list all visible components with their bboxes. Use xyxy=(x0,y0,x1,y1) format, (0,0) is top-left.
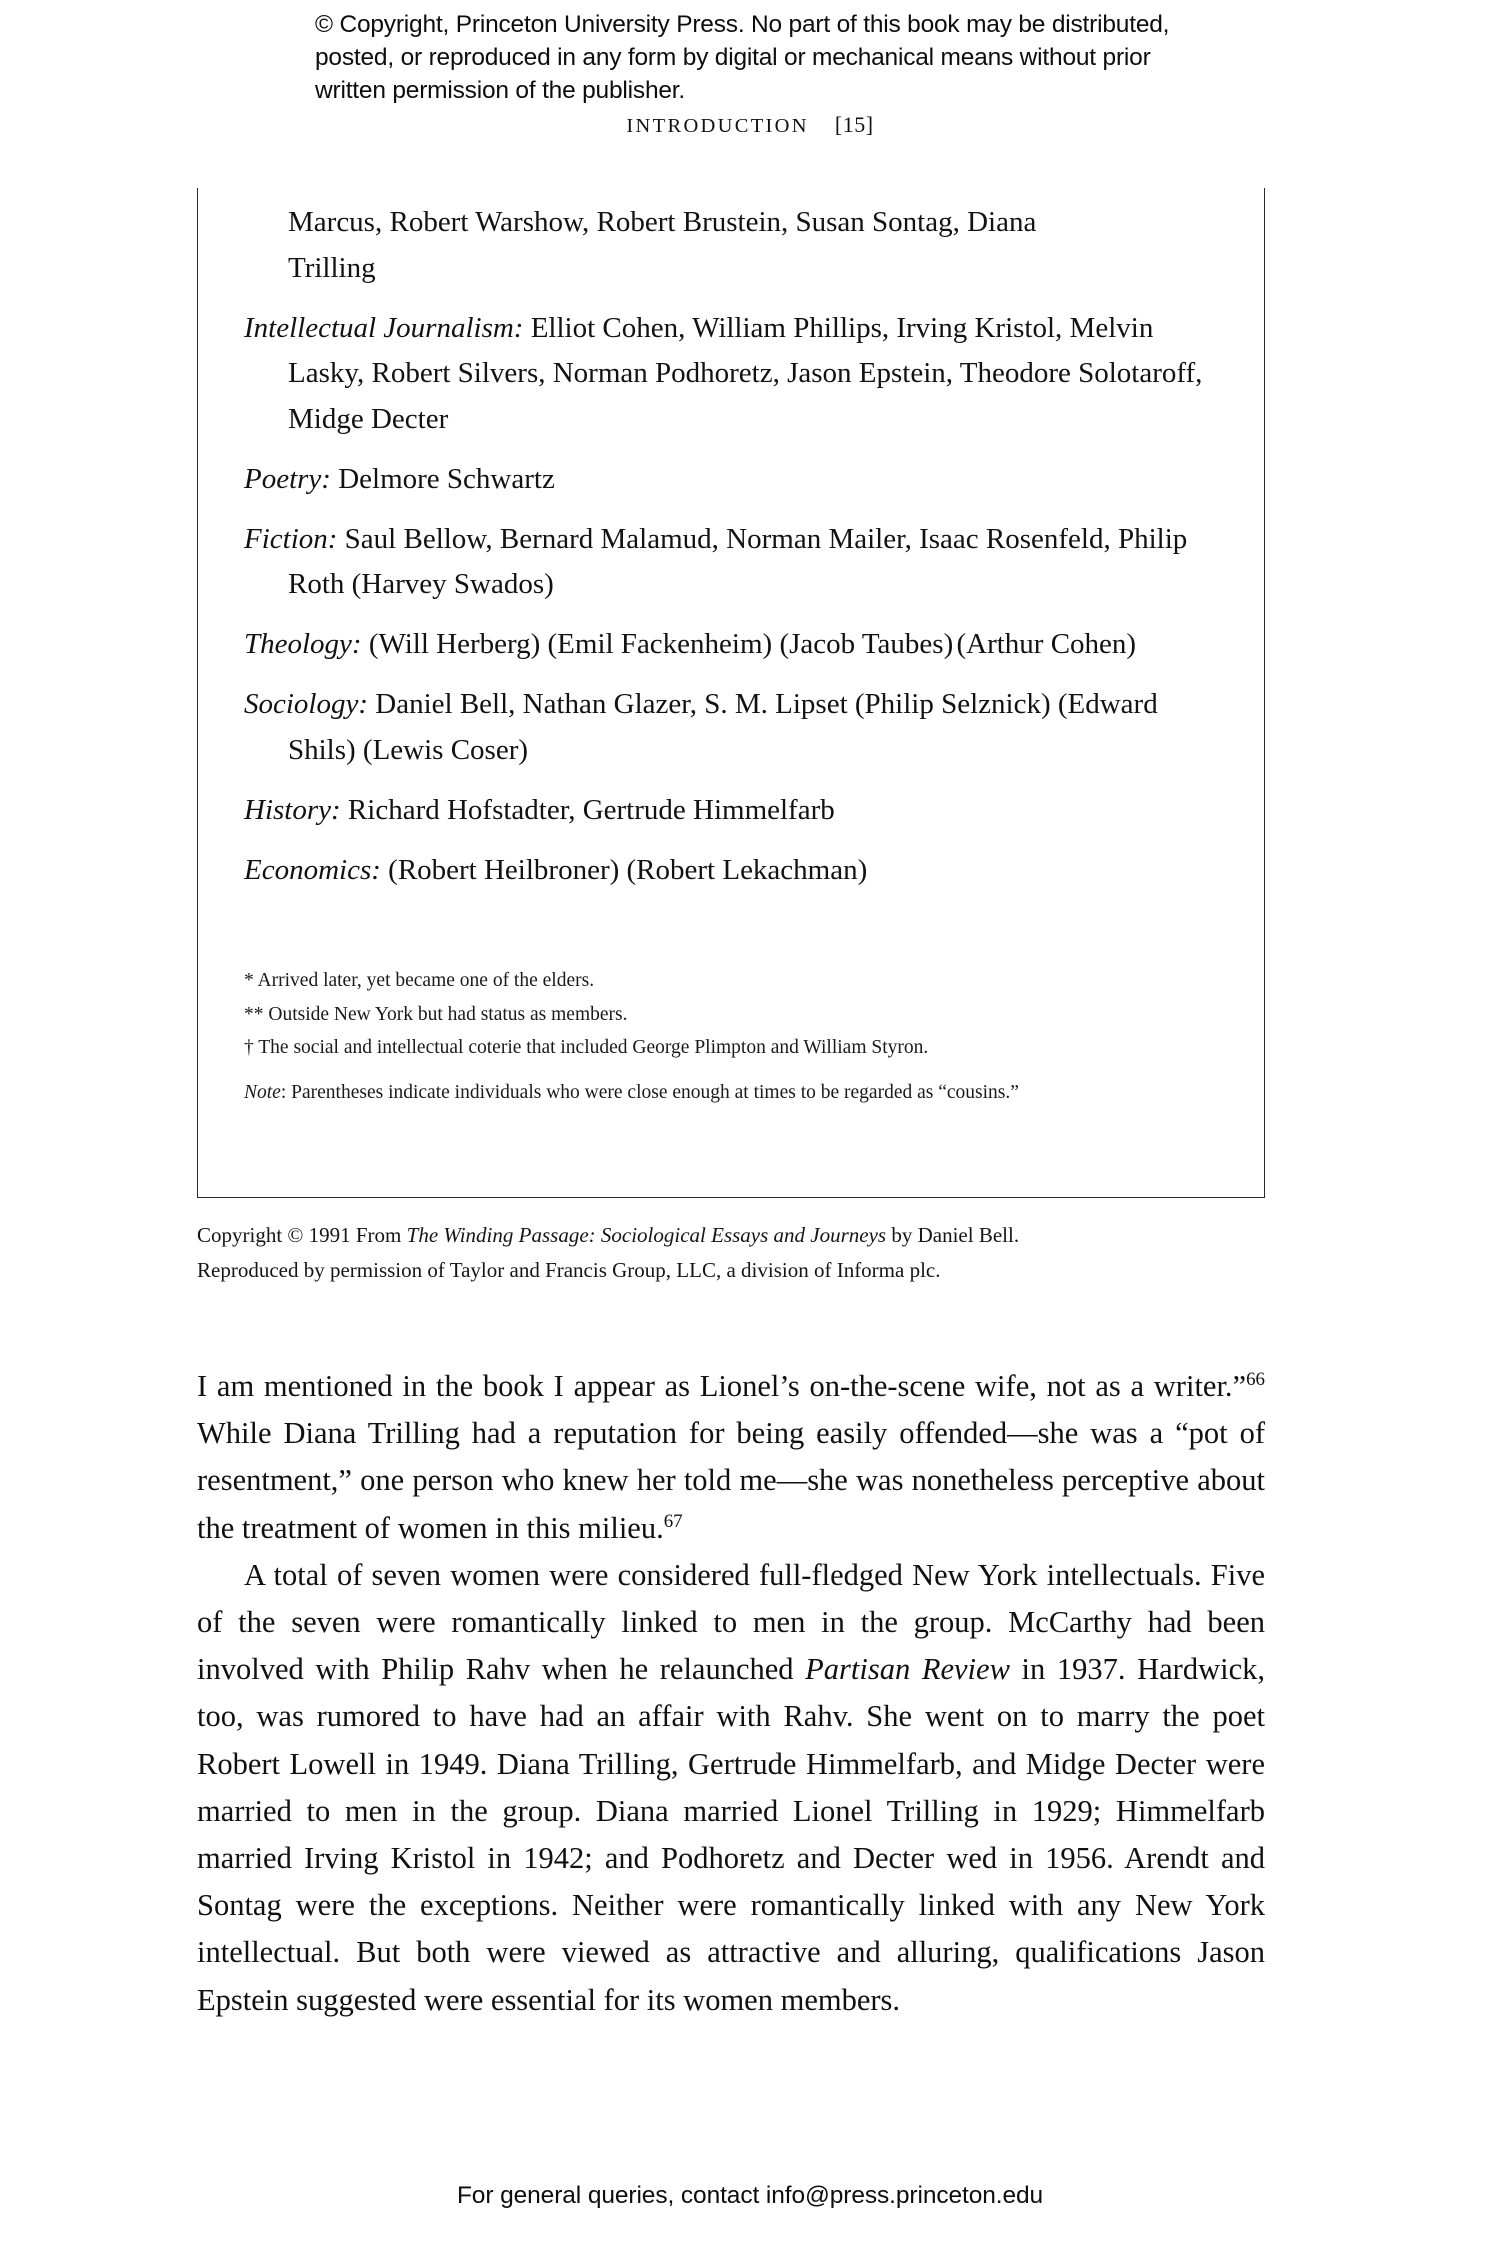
paragraph-1-text-a: I am mentioned in the book I appear as Lionel’s on-the-scene wife, not as a writer.” xyxy=(197,1369,1247,1403)
category-names: Elliot Cohen, William Phillips, Irving Kristol, Melvin Lasky, Robert Silvers, Norman Podhoretz, Jason Epstein, Theodore Solotaroff, Midge Decter xyxy=(288,311,1203,435)
category-names: (Robert Heilbroner) (Robert Lekachman) xyxy=(388,853,868,886)
credit-block xyxy=(197,1218,1307,1288)
category-label: Intellectual Journalism: xyxy=(244,311,524,344)
list-item xyxy=(244,848,1224,894)
category-names: Daniel Bell, Nathan Glazer, S. M. Lipset (Philip Selznick) (Edward Shils) (Lewis Coser) xyxy=(288,688,1158,766)
note-text: : Parentheses indicate individuals who were close enough at times to be regarded as “cousins.” xyxy=(280,1082,1019,1103)
running-head xyxy=(0,112,1500,138)
footnote-dagger: † The social and intellectual coterie that included George Plimpton and William Styron. xyxy=(244,1037,929,1058)
category-label: Theology: xyxy=(244,628,362,660)
credit-book-title: The Winding Passage: Sociological Essays and Journeys xyxy=(406,1223,887,1247)
footnote-marker-67: 67 xyxy=(663,1510,683,1532)
category-label: Fiction: xyxy=(244,522,338,555)
paragraph-2 xyxy=(197,1552,1265,2024)
page-footer: For general queries, contact info@press.princeton.edu xyxy=(456,2182,1044,2209)
category-label: Poetry: xyxy=(244,462,331,495)
list-item xyxy=(244,517,1224,608)
list-item xyxy=(244,306,1224,443)
page-folio: [15] xyxy=(834,112,874,137)
running-head-label: INTRODUCTION xyxy=(626,115,809,137)
paragraph-2-journal-title: Partisan Review xyxy=(805,1652,1010,1687)
footnote-marker-66: 66 xyxy=(1246,1368,1265,1390)
note-label: Note xyxy=(244,1082,281,1103)
category-label: Economics: xyxy=(244,853,381,886)
category-names: Saul Bellow, Bernard Malamud, Norman Mailer, Isaac Rosenfeld, Philip Roth (Harvey Swados) xyxy=(288,522,1188,600)
paragraph-1 xyxy=(197,1363,1265,1552)
paragraph-2-text-a: A total of seven women were considered full-fledged New York intellectuals. Five of the seven were romantically linked to men in the group. McCarthy had been involved with Philip Rahv when he relaunched xyxy=(197,1557,1265,1687)
figure-footnotes xyxy=(244,964,1194,1065)
body-text xyxy=(197,1363,1265,2024)
copyright-notice: © Copyright, Princeton University Press. No part of this book may be distributed, posted, or reproduced in any form by digital or mechanical means without prior written permission of the publisher. xyxy=(315,11,1170,104)
credit-prefix: Copyright © 1991 From xyxy=(197,1223,407,1247)
paragraph-2-text-b: in 1937. Hardwick, too, was rumored to have had an affair with Rahv. She went on to marry the poet Robert Lowell in 1949. Diana Trilling, Gertrude Himmelfarb, and Midge Decter were married to men in the group. Diana married Lionel Trilling in 1929; Himmelfarb married Irving Kristol in 1942; and Podhoretz and Decter wed in 1956. Arendt and Sontag were the exceptions. Neither were romantically linked with any New York intellectual. But both were viewed as attractive and alluring, qualifications Jason Epstein suggested were essential for its women members. xyxy=(197,1652,1265,2017)
footnote-asterisk: * Arrived later, yet became one of the elders. xyxy=(244,970,595,991)
category-names: Richard Hofstadter, Gertrude Himmelfarb xyxy=(347,793,835,826)
figure-box xyxy=(197,188,1265,1198)
list-item xyxy=(244,622,1224,668)
category-names: (Will Herberg) (Emil Fackenheim) (Jacob Taubes) xyxy=(368,628,954,660)
category-names-extra-line: (Arthur Cohen) xyxy=(956,628,1137,660)
list-item xyxy=(244,788,1224,834)
list-item xyxy=(244,457,1224,503)
paragraph-1-text-b: While Diana Trilling had a reputation for being easily offended—she was a “pot of resentment,” one person who knew her told me—she was nonetheless perceptive about the treatment of women in this milieu. xyxy=(197,1416,1265,1545)
credit-suffix: by Daniel Bell. xyxy=(886,1223,1020,1247)
list-item-continuation: Marcus, Robert Warshow, Robert Brustein, Susan Sontag, Diana Trilling xyxy=(288,206,1037,284)
list-item xyxy=(244,682,1224,773)
category-label: Sociology: xyxy=(244,688,369,720)
category-names: Delmore Schwartz xyxy=(338,462,555,495)
credit-line-1 xyxy=(197,1218,1307,1253)
footnote-double-asterisk: ** Outside New York but had status as members. xyxy=(244,1003,628,1025)
credit-line-2: Reproduced by permission of Taylor and Francis Group, LLC, a division of Informa plc. xyxy=(197,1258,941,1282)
figure-entry-list xyxy=(244,200,1224,908)
category-label: History: xyxy=(244,793,341,826)
figure-note xyxy=(244,1076,1149,1110)
